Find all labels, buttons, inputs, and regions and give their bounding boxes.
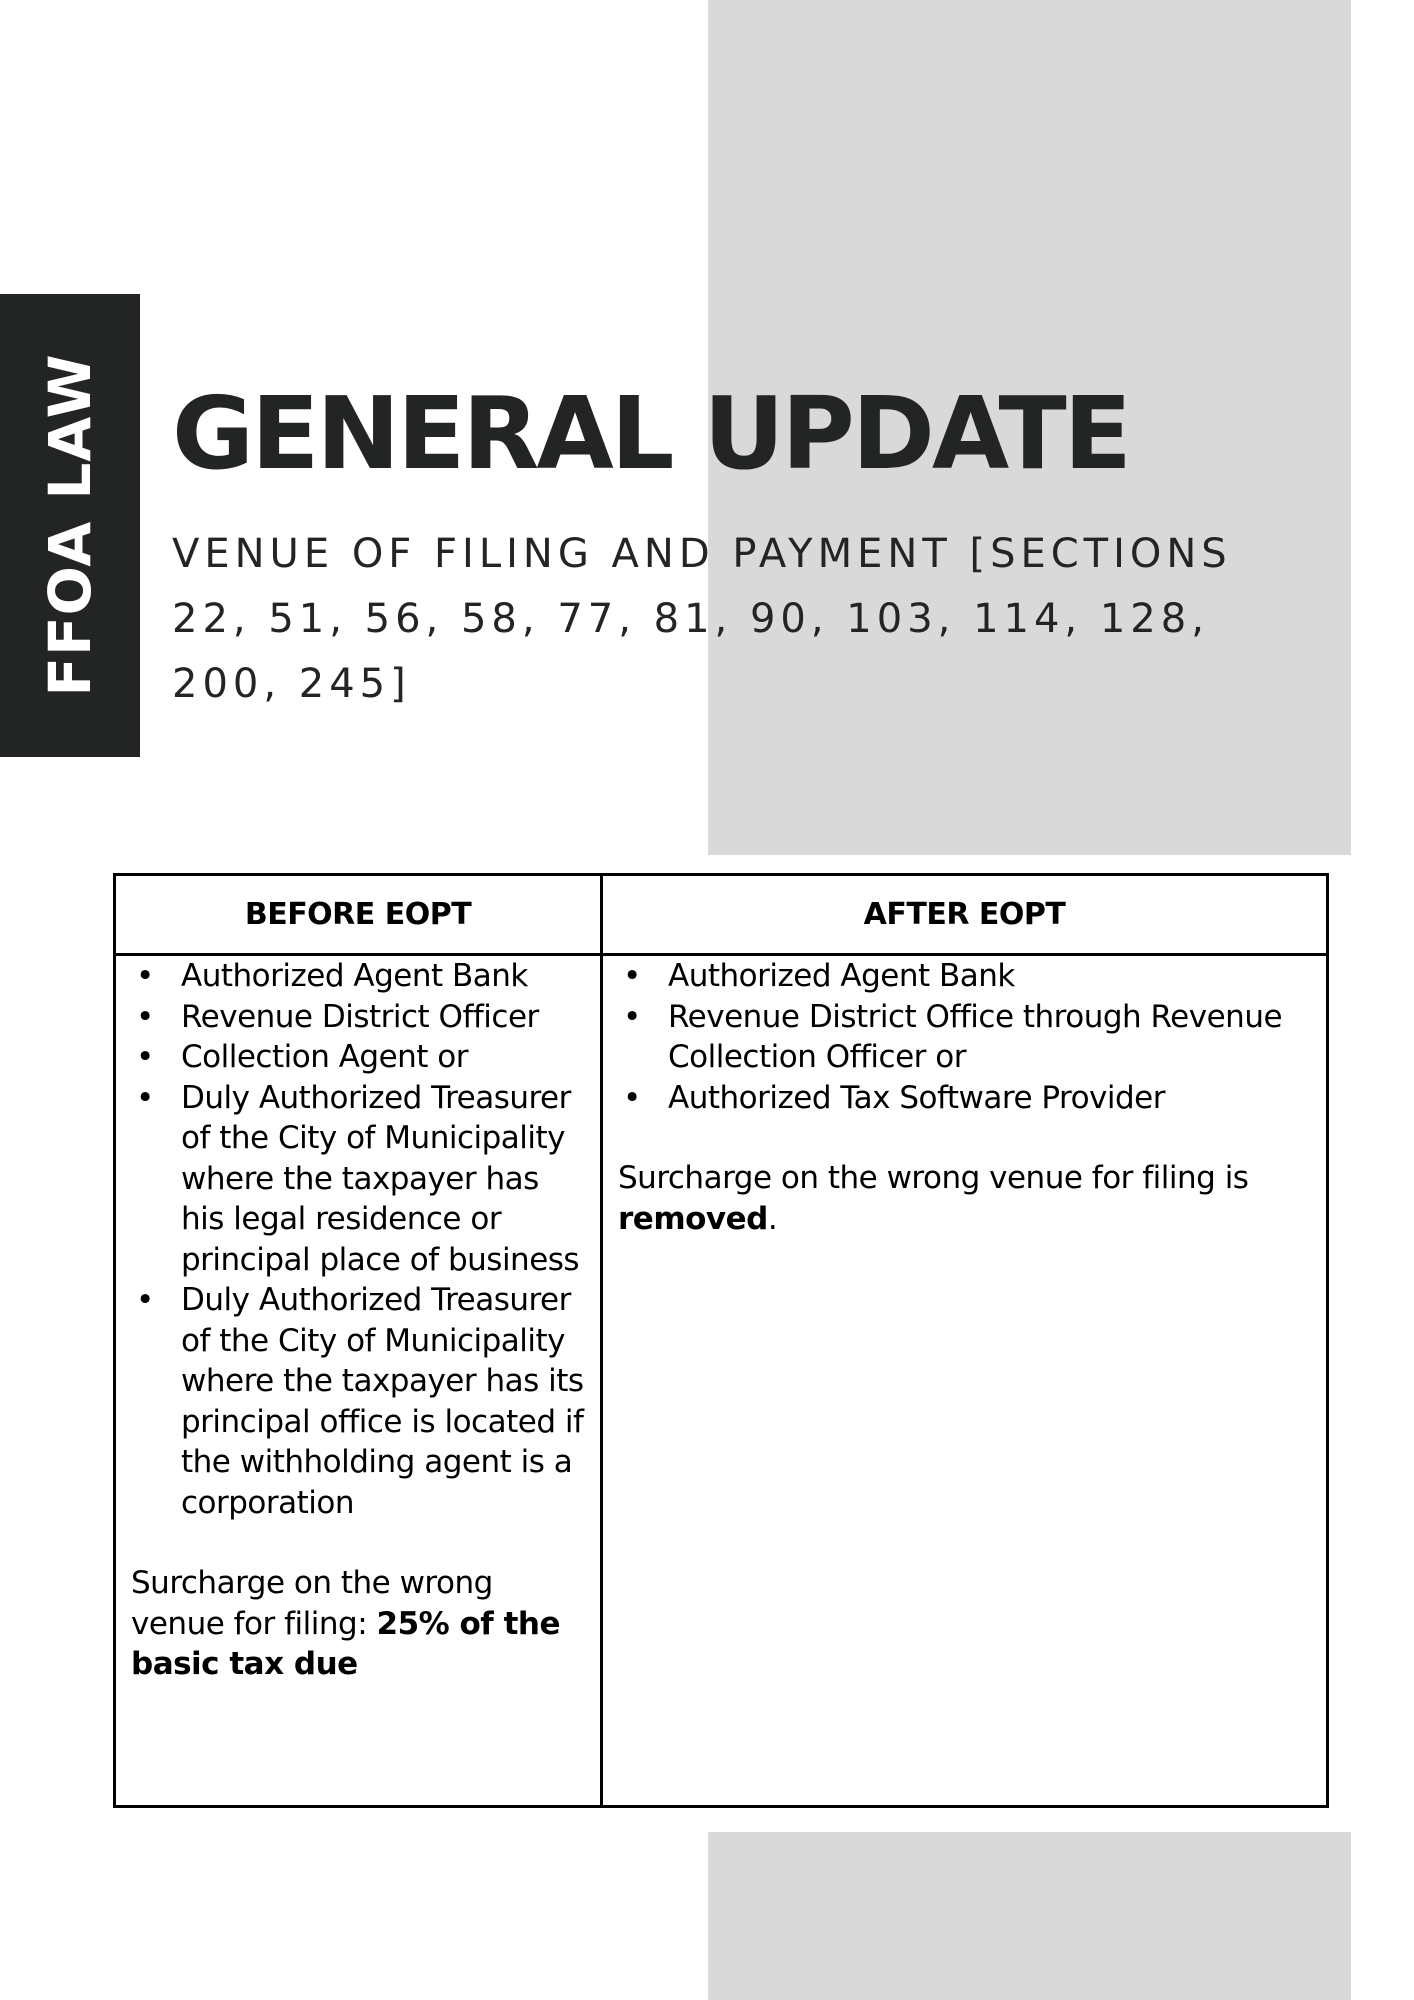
after-column-heading: AFTER EOPT: [603, 876, 1326, 956]
after-surcharge-note: [618, 1158, 1312, 1239]
before-surcharge-text: Surcharge on the wrong venue for filing:: [131, 1565, 493, 1642]
decorative-gray-block-bottom: [708, 1832, 1351, 2000]
list-item: • Duly Authorized Treasurer of the City of Municipality where the taxpayer has his legal residence or principal place of business: [131, 1078, 586, 1281]
before-column-body: [116, 956, 600, 1685]
after-column: [603, 876, 1326, 1805]
page-title: GENERAL UPDATE: [172, 375, 1129, 492]
list-item: • Revenue District Officer: [131, 997, 586, 1038]
list-item: • Authorized Tax Software Provider: [618, 1078, 1312, 1119]
brand-side-tab: [0, 294, 140, 757]
after-surcharge-end: .: [767, 1200, 778, 1237]
after-surcharge-text: Surcharge on the wrong venue for filing is: [618, 1160, 1249, 1196]
before-surcharge-note: [131, 1563, 586, 1685]
after-column-body: [603, 956, 1326, 1239]
list-item: • Collection Agent or: [131, 1037, 586, 1078]
list-item: • Revenue District Office through Revenue Collection Officer or: [618, 997, 1312, 1078]
after-surcharge-status: removed: [618, 1200, 768, 1237]
before-surcharge-amount: 25% of the basic tax due: [131, 1605, 560, 1682]
list-item: • Duly Authorized Treasurer of the City of Municipality where the taxpayer has its principal office is located if the withholding agent is a corporation: [131, 1280, 586, 1523]
comparison-table: [113, 873, 1329, 1808]
before-column-heading: BEFORE EOPT: [116, 876, 600, 956]
list-item: • Authorized Agent Bank: [618, 956, 1312, 997]
list-item: • Authorized Agent Bank: [131, 956, 586, 997]
after-venue-list: [618, 956, 1312, 1118]
brand-label: FFOA LAW: [36, 353, 104, 697]
before-column: [116, 876, 603, 1805]
before-venue-list: [131, 956, 586, 1523]
page-subtitle: VENUE OF FILING AND PAYMENT [SECTIONS 22, 51, 56, 58, 77, 81, 90, 103, 114, 128, 200, 245]: [172, 531, 1232, 707]
